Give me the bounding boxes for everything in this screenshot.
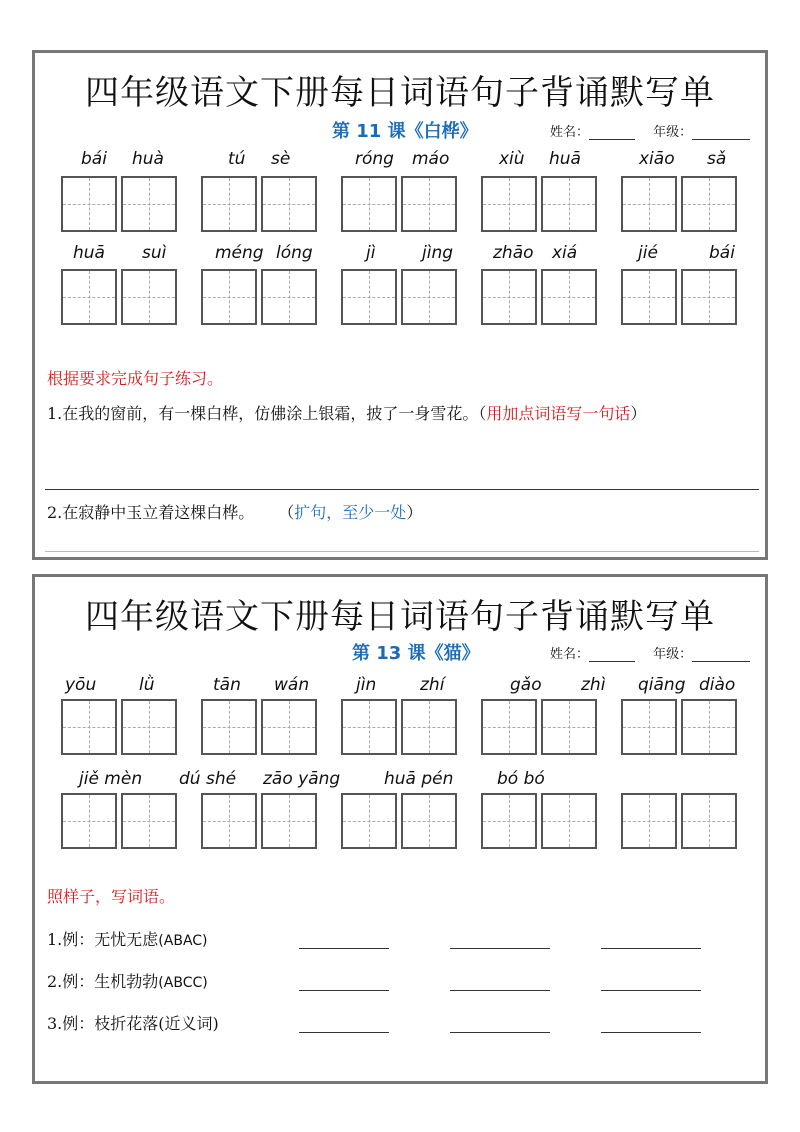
pinyin: dú shé (179, 769, 237, 789)
pinyin: suì (142, 243, 167, 263)
writing-box[interactable] (481, 699, 537, 755)
name-field[interactable] (589, 649, 635, 662)
writing-box[interactable] (481, 793, 537, 849)
writing-box[interactable] (121, 269, 177, 325)
lesson-title: 第 11 课《白桦》 (332, 121, 478, 142)
writing-box[interactable] (201, 699, 257, 755)
writing-box[interactable] (681, 699, 737, 755)
writing-box[interactable] (61, 793, 117, 849)
answer-blank[interactable] (601, 989, 701, 991)
pinyin: zhāo (493, 243, 534, 263)
writing-box[interactable] (261, 269, 317, 325)
writing-box[interactable] (481, 269, 537, 325)
answer-blank[interactable] (299, 947, 389, 949)
pinyin: bái (81, 149, 107, 169)
dotted-char: 仿 (254, 404, 271, 423)
pinyin: méng (215, 243, 264, 263)
writing-box[interactable] (681, 269, 737, 325)
writing-box[interactable] (201, 793, 257, 849)
question-text: ） (630, 404, 647, 423)
pinyin: bó bó (497, 769, 545, 789)
example-label: 3.例： (47, 1014, 95, 1033)
name-grade-fields (550, 643, 750, 662)
example-word: 生机勃勃 (94, 972, 159, 991)
writing-box[interactable] (121, 793, 177, 849)
question-text: 1.在我的窗前，有一棵白桦， (47, 404, 255, 423)
pinyin: gǎo (510, 675, 542, 695)
answer-blank[interactable] (299, 1031, 389, 1033)
pinyin: sǎ (707, 149, 727, 169)
example-pattern: (ABAC) (158, 933, 208, 949)
example-row (47, 927, 208, 950)
question-text: 2.在寂静中玉立着这棵白桦。 (47, 503, 255, 522)
writing-box[interactable] (681, 176, 737, 232)
pinyin: yōu (65, 675, 97, 695)
pinyin: máo (412, 149, 450, 169)
pinyin: wán (274, 675, 310, 695)
worksheet-card-lesson-11 (32, 50, 768, 560)
writing-box[interactable] (401, 269, 457, 325)
pinyin: bái (709, 243, 735, 263)
writing-box[interactable] (261, 793, 317, 849)
name-grade-fields (550, 121, 750, 140)
pinyin: huà (132, 149, 164, 169)
section-title: 根据要求完成句子练习。 (47, 369, 224, 388)
name-field[interactable] (589, 127, 635, 140)
pinyin: jìn (356, 675, 377, 695)
writing-box[interactable] (121, 176, 177, 232)
pinyin: huā (73, 243, 105, 263)
answer-blank[interactable] (299, 989, 389, 991)
writing-box[interactable] (201, 269, 257, 325)
grade-field[interactable] (692, 649, 750, 662)
writing-box[interactable] (541, 176, 597, 232)
answer-blank[interactable] (601, 947, 701, 949)
pinyin: zhì (581, 675, 606, 695)
question-2 (47, 496, 422, 530)
answer-blank[interactable] (601, 1031, 701, 1033)
pinyin: diào (699, 675, 736, 695)
writing-box[interactable] (121, 699, 177, 755)
writing-box[interactable] (481, 176, 537, 232)
writing-box[interactable] (401, 793, 457, 849)
answer-line[interactable] (45, 551, 759, 552)
pinyin: jìng (422, 243, 454, 263)
question-text: ） (406, 503, 423, 522)
pinyin: zhí (420, 675, 445, 695)
writing-box[interactable] (261, 699, 317, 755)
writing-box[interactable] (261, 176, 317, 232)
example-row (47, 969, 208, 992)
writing-box[interactable] (401, 699, 457, 755)
writing-box[interactable] (621, 269, 677, 325)
example-pattern: (近义词) (158, 1014, 219, 1033)
writing-box[interactable] (341, 793, 397, 849)
name-label: 姓名： (550, 125, 590, 140)
worksheet-title: 四年级语文下册每日词语句子背诵默写单 (85, 597, 715, 637)
writing-box[interactable] (61, 269, 117, 325)
writing-box[interactable] (621, 793, 677, 849)
worksheet-card-lesson-13 (32, 574, 768, 1084)
question-instruction: 用加点词语写一句话 (486, 404, 631, 423)
writing-box[interactable] (621, 176, 677, 232)
writing-box[interactable] (541, 699, 597, 755)
name-label: 姓名： (550, 647, 590, 662)
writing-box[interactable] (341, 269, 397, 325)
example-pattern: (ABCC) (158, 975, 208, 991)
pinyin: sè (271, 149, 291, 169)
writing-box[interactable] (681, 793, 737, 849)
writing-box[interactable] (61, 699, 117, 755)
pinyin: tān (213, 675, 241, 695)
pinyin: lóng (276, 243, 313, 263)
answer-line[interactable] (45, 489, 759, 490)
pinyin: lǜ (139, 675, 155, 695)
writing-box[interactable] (61, 176, 117, 232)
pinyin: qiāng (638, 675, 686, 695)
example-row (47, 1011, 219, 1034)
worksheet-title: 四年级语文下册每日词语句子背诵默写单 (85, 73, 715, 113)
grade-label: 年级： (653, 125, 693, 140)
writing-box[interactable] (541, 793, 597, 849)
example-label: 1.例： (47, 930, 95, 949)
question-1 (47, 397, 759, 431)
grade-field[interactable] (692, 127, 750, 140)
pinyin: xiá (552, 243, 578, 263)
question-text: （ (278, 503, 295, 522)
example-label: 2.例： (47, 972, 95, 991)
pinyin: xiù (499, 149, 525, 169)
answer-blank[interactable] (450, 989, 550, 991)
pinyin: tú (228, 149, 246, 169)
example-word: 枝折花落 (94, 1014, 159, 1033)
writing-box[interactable] (341, 699, 397, 755)
writing-box[interactable] (621, 699, 677, 755)
pinyin: zāo yāng (263, 769, 341, 789)
pinyin: huā (549, 149, 581, 169)
answer-blank[interactable] (450, 947, 550, 949)
question-instruction: 扩句，至少一处 (294, 503, 407, 522)
writing-box[interactable] (401, 176, 457, 232)
answer-blank[interactable] (450, 1031, 550, 1033)
pinyin: jì (366, 243, 376, 263)
writing-box[interactable] (341, 176, 397, 232)
grade-label: 年级： (653, 647, 693, 662)
pinyin: jiě mèn (79, 769, 143, 789)
question-text: 涂上银霜，披了一身雪花。（ (286, 404, 487, 423)
lesson-title: 第 13 课《猫》 (352, 643, 480, 664)
example-word: 无忧无虑 (94, 930, 159, 949)
writing-box[interactable] (541, 269, 597, 325)
pinyin: róng (355, 149, 394, 169)
pinyin: huā pén (384, 769, 454, 789)
writing-box[interactable] (201, 176, 257, 232)
section-title: 照样子，写词语。 (47, 887, 176, 906)
dotted-char: 佛 (270, 404, 287, 423)
pinyin: xiāo (639, 149, 675, 169)
pinyin: jié (638, 243, 658, 263)
